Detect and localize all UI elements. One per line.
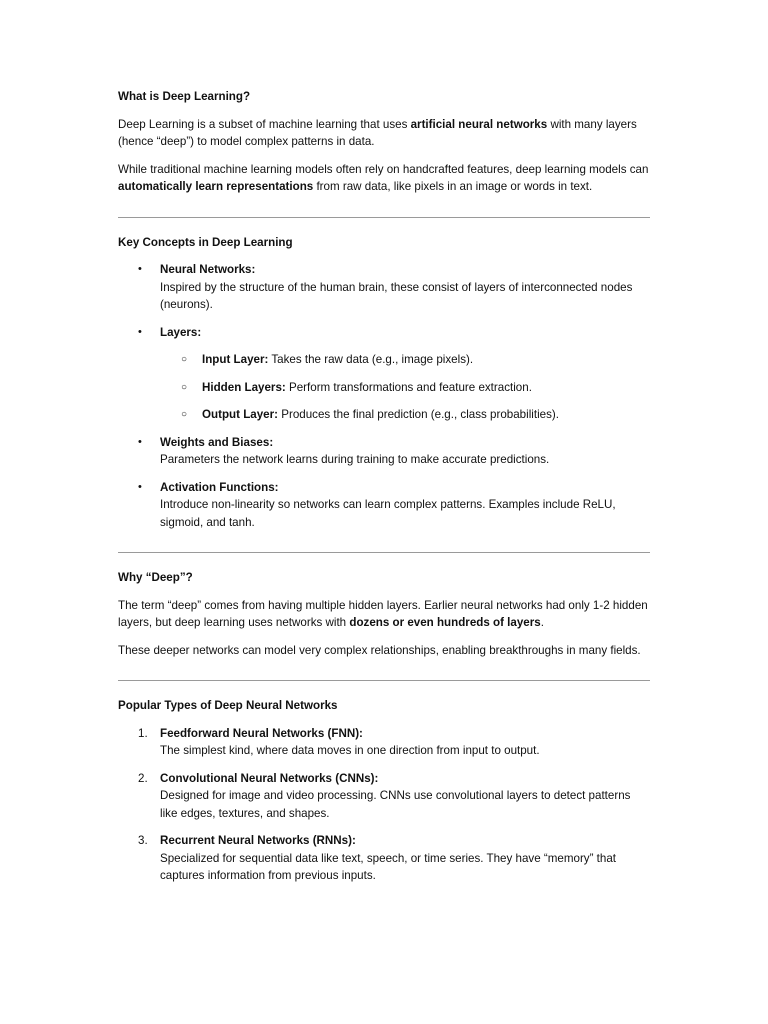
item-title: Output Layer: bbox=[202, 408, 279, 421]
item-title: Hidden Layers: bbox=[202, 380, 286, 394]
layers-sublist bbox=[160, 351, 650, 424]
paragraph-definition bbox=[118, 116, 650, 151]
bold-run: automatically learn representations bbox=[118, 180, 314, 193]
bullet-icon: • bbox=[138, 435, 142, 448]
text-run: . bbox=[540, 616, 544, 629]
circle-bullet-icon: ○ bbox=[181, 381, 188, 393]
list-number: 3. bbox=[138, 834, 148, 847]
sublist-item-output-layer bbox=[160, 406, 650, 424]
text-run: Deep Learning is a subset of machine learning that uses bbox=[118, 117, 411, 131]
paragraph-traditional-vs-deep bbox=[118, 161, 650, 196]
item-description: Produces the final prediction (e.g., class probabilities). bbox=[278, 408, 559, 421]
paragraph-deeper-networks: These deeper networks can model very complex relationships, enabling breakthroughs in many fields. bbox=[118, 643, 641, 657]
paragraph-term-deep bbox=[118, 597, 650, 632]
sublist-item-hidden-layers bbox=[160, 379, 650, 397]
list-number: 2. bbox=[138, 771, 148, 785]
list-item-cnn bbox=[118, 770, 650, 823]
heading-popular-types: Popular Types of Deep Neural Networks bbox=[118, 699, 338, 712]
list-item-activation-functions bbox=[118, 479, 650, 532]
item-title: Neural Networks: bbox=[160, 263, 256, 276]
bold-run: dozens or even hundreds of layers bbox=[349, 616, 541, 629]
divider bbox=[118, 217, 650, 218]
divider bbox=[118, 552, 650, 553]
text-run: The term “deep” comes from having multiple hidden layers. Earlier neural networks had only 1-2 hidden layers, but deep learning uses networks with bbox=[118, 598, 648, 629]
list-number: 1. bbox=[138, 726, 148, 740]
heading-what-is-deep-learning: What is Deep Learning? bbox=[118, 90, 251, 103]
list-item-neural-networks bbox=[118, 261, 650, 314]
item-title: Activation Functions: bbox=[160, 480, 279, 494]
network-types-list bbox=[118, 725, 650, 885]
list-item-rnn bbox=[118, 832, 650, 885]
item-title: Convolutional Neural Networks (CNNs): bbox=[160, 771, 379, 785]
bullet-icon: • bbox=[138, 325, 142, 338]
item-description: Takes the raw data (e.g., image pixels). bbox=[268, 353, 474, 366]
item-description: Perform transformations and feature extraction. bbox=[285, 380, 532, 394]
list-item-weights-and-biases bbox=[118, 434, 650, 469]
text-run: While traditional machine learning models often rely on handcrafted features, deep learning models can bbox=[118, 162, 649, 176]
item-title: Layers: bbox=[160, 325, 202, 339]
bullet-icon: • bbox=[138, 263, 142, 275]
item-description: Inspired by the structure of the human brain, these consist of layers of interconnected nodes (neurons). bbox=[160, 280, 633, 311]
circle-bullet-icon: ○ bbox=[181, 354, 188, 365]
list-item-fnn bbox=[118, 725, 650, 760]
item-title: Input Layer: bbox=[202, 353, 269, 366]
item-description: The simplest kind, where data moves in one direction from input to output. bbox=[160, 744, 540, 757]
heading-why-deep: Why “Deep”? bbox=[118, 571, 193, 584]
heading-key-concepts: Key Concepts in Deep Learning bbox=[118, 235, 293, 249]
item-title: Weights and Biases: bbox=[160, 435, 274, 449]
bullet-icon: • bbox=[138, 480, 142, 493]
circle-bullet-icon: ○ bbox=[181, 409, 188, 420]
item-description: Designed for image and video processing. CNNs use convolutional layers to detect patterns like edges, textures, and shapes. bbox=[160, 789, 631, 820]
divider bbox=[118, 680, 650, 681]
text-run: with many layers (hence “deep”) to model complex patterns in data. bbox=[118, 117, 637, 148]
item-description: Parameters the network learns during training to make accurate predictions. bbox=[160, 453, 550, 466]
bold-run: artificial neural networks bbox=[410, 117, 548, 131]
item-title: Feedforward Neural Networks (FNN): bbox=[160, 726, 363, 740]
item-title: Recurrent Neural Networks (RNNs): bbox=[160, 834, 356, 847]
sublist-item-input-layer bbox=[160, 351, 650, 369]
key-concepts-list bbox=[118, 261, 650, 531]
item-description: Specialized for sequential data like text, speech, or time series. They have “memory” that captures information from previous inputs. bbox=[160, 851, 617, 882]
list-item-layers bbox=[118, 324, 650, 424]
text-run: from raw data, like pixels in an image or words in text. bbox=[313, 180, 593, 193]
item-description: Introduce non-linearity so networks can learn complex patterns. Examples include ReLU, sigmoid, and tanh. bbox=[160, 498, 616, 529]
